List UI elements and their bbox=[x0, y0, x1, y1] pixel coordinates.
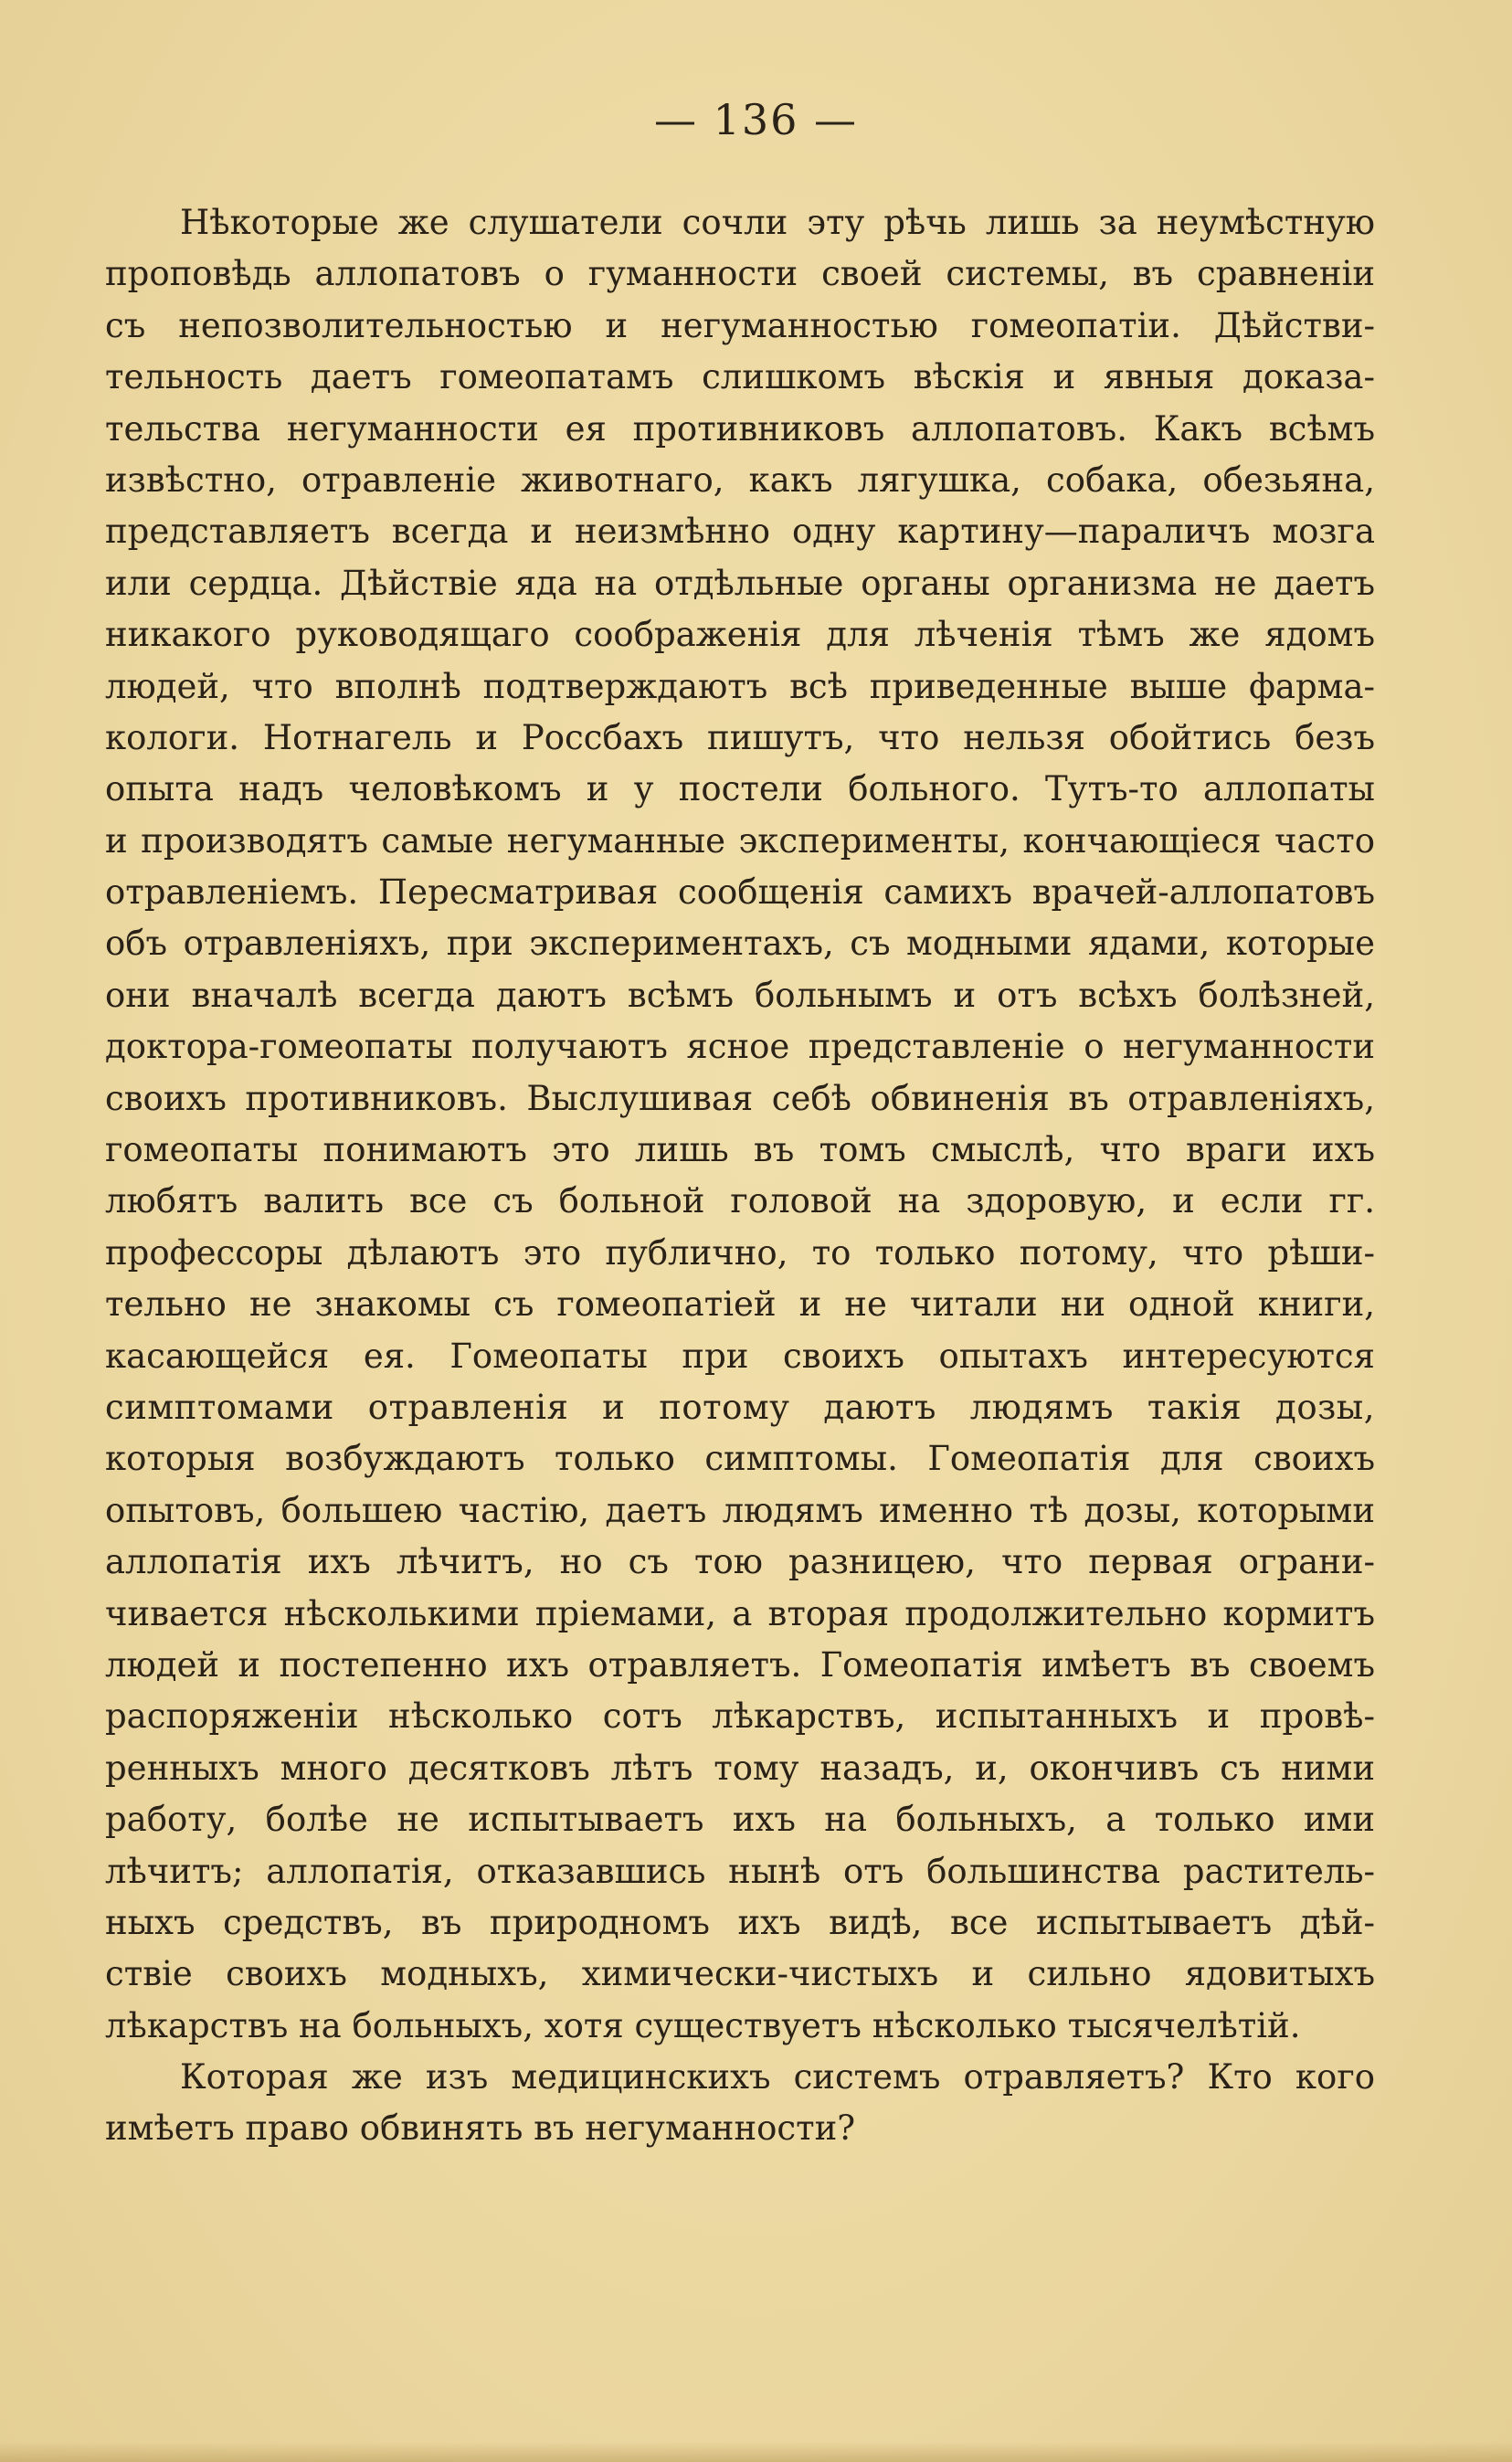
text-line: опыта надъ человѣкомъ и у постели больного. Тутъ-то аллопаты bbox=[105, 769, 1375, 809]
text-line: отравленіемъ. Пересматривая сообщенія самихъ врачей-аллопатовъ bbox=[105, 872, 1375, 913]
text-line: своихъ противниковъ. Выслушивая себѣ обвиненія въ отравленіяхъ, bbox=[105, 1078, 1375, 1118]
text-line: лѣчитъ; аллопатія, отказавшись нынѣ отъ большинства раститель- bbox=[105, 1851, 1375, 1891]
text-line: симптомами отравленія и потому даютъ людямъ такія дозы, bbox=[105, 1387, 1375, 1427]
page-edge-shadow bbox=[0, 2442, 1512, 2462]
text-line: лѣкарствъ на больныхъ, хотя существуетъ нѣсколько тысячелѣтій. bbox=[105, 2005, 1301, 2045]
text-line: ныхъ средствъ, въ природномъ ихъ видѣ, все испытываетъ дѣй- bbox=[105, 1902, 1375, 1942]
text-line: аллопатія ихъ лѣчитъ, но съ тою разницею, что первая ограни- bbox=[105, 1542, 1375, 1582]
text-line: тельства негуманности ея противниковъ аллопатовъ. Какъ всѣмъ bbox=[105, 408, 1375, 449]
text-line: профессоры дѣлаютъ это публично, то только потому, что рѣши- bbox=[105, 1232, 1375, 1273]
text-line: они вначалѣ всегда даютъ всѣмъ больнымъ и отъ всѣхъ болѣзней, bbox=[105, 975, 1375, 1015]
text-line: гомеопаты понимаютъ это лишь въ томъ смыслѣ, что враги ихъ bbox=[105, 1130, 1375, 1170]
text-line: кологи. Нотнагель и Россбахъ пишутъ, что нельзя обойтись безъ bbox=[105, 717, 1375, 757]
text-line: касающейся ея. Гомеопаты при своихъ опытахъ интересуются bbox=[105, 1336, 1375, 1376]
text-line: или сердца. Дѣйствіе яда на отдѣльные органы организма не даетъ bbox=[105, 563, 1375, 603]
text-line: съ непозволительностью и негуманностью гомеопатіи. Дѣйстви- bbox=[105, 305, 1375, 345]
page-number: — 136 — bbox=[653, 95, 859, 144]
text-line: которыя возбуждаютъ только симптомы. Гомеопатія для своихъ bbox=[105, 1439, 1375, 1479]
text-line: доктора-гомеопаты получаютъ ясное представленіе о негуманности bbox=[105, 1027, 1375, 1067]
body-text bbox=[105, 197, 1375, 2155]
text-line: и производятъ самые негуманные эксперименты, кончающіеся часто bbox=[105, 820, 1375, 861]
text-line: людей, что вполнѣ подтверждаютъ всѣ приведенные выше фарма- bbox=[105, 666, 1375, 706]
text-line: опытовъ, большею частію, даетъ людямъ именно тѣ дозы, которыми bbox=[105, 1490, 1375, 1530]
text-line: ренныхъ много десятковъ лѣтъ тому назадъ, и, окончивъ съ ними bbox=[105, 1748, 1375, 1788]
text-line: работу, болѣе не испытываетъ ихъ на больныхъ, а только ими bbox=[105, 1800, 1375, 1840]
text-line: тельность даетъ гомеопатамъ слишкомъ вѣскія и явныя доказа- bbox=[105, 357, 1375, 397]
text-line: чивается нѣсколькими пріемами, а вторая продолжительно кормитъ bbox=[105, 1593, 1375, 1633]
text-line: никакого руководящаго соображенія для лѣченія тѣмъ же ядомъ bbox=[105, 615, 1375, 655]
text-line: представляетъ всегда и неизмѣнно одну картину—параличъ мозга bbox=[105, 512, 1375, 552]
text-line: любятъ валить все съ больной головой на здоровую, и если гг. bbox=[105, 1181, 1375, 1221]
text-line: объ отравленіяхъ, при экспериментахъ, съ модными ядами, которые bbox=[105, 924, 1375, 964]
text-line: проповѣдь аллопатовъ о гуманности своей системы, въ сравненіи bbox=[105, 254, 1375, 294]
text-line: людей и постепенно ихъ отравляетъ. Гомеопатія имѣетъ въ своемъ bbox=[105, 1644, 1375, 1685]
text-line: ствіе своихъ модныхъ, химически-чистыхъ и сильно ядовитыхъ bbox=[105, 1954, 1375, 1994]
text-line: тельно не знакомы съ гомеопатіей и не читали ни одной книги, bbox=[105, 1284, 1375, 1325]
text-line: имѣетъ право обвинять въ негуманности? bbox=[105, 2108, 856, 2149]
text-line: распоряженіи нѣсколько сотъ лѣкарствъ, испытанныхъ и провѣ- bbox=[105, 1696, 1375, 1737]
text-line: Которая же изъ медицинскихъ системъ отравляетъ? Кто кого bbox=[180, 2057, 1375, 2097]
text-line: Нѣкоторые же слушатели сочли эту рѣчь лишь за неумѣстную bbox=[180, 203, 1375, 242]
text-line: извѣстно, отравленіе животнаго, какъ лягушка, собака, обезьяна, bbox=[105, 460, 1375, 500]
